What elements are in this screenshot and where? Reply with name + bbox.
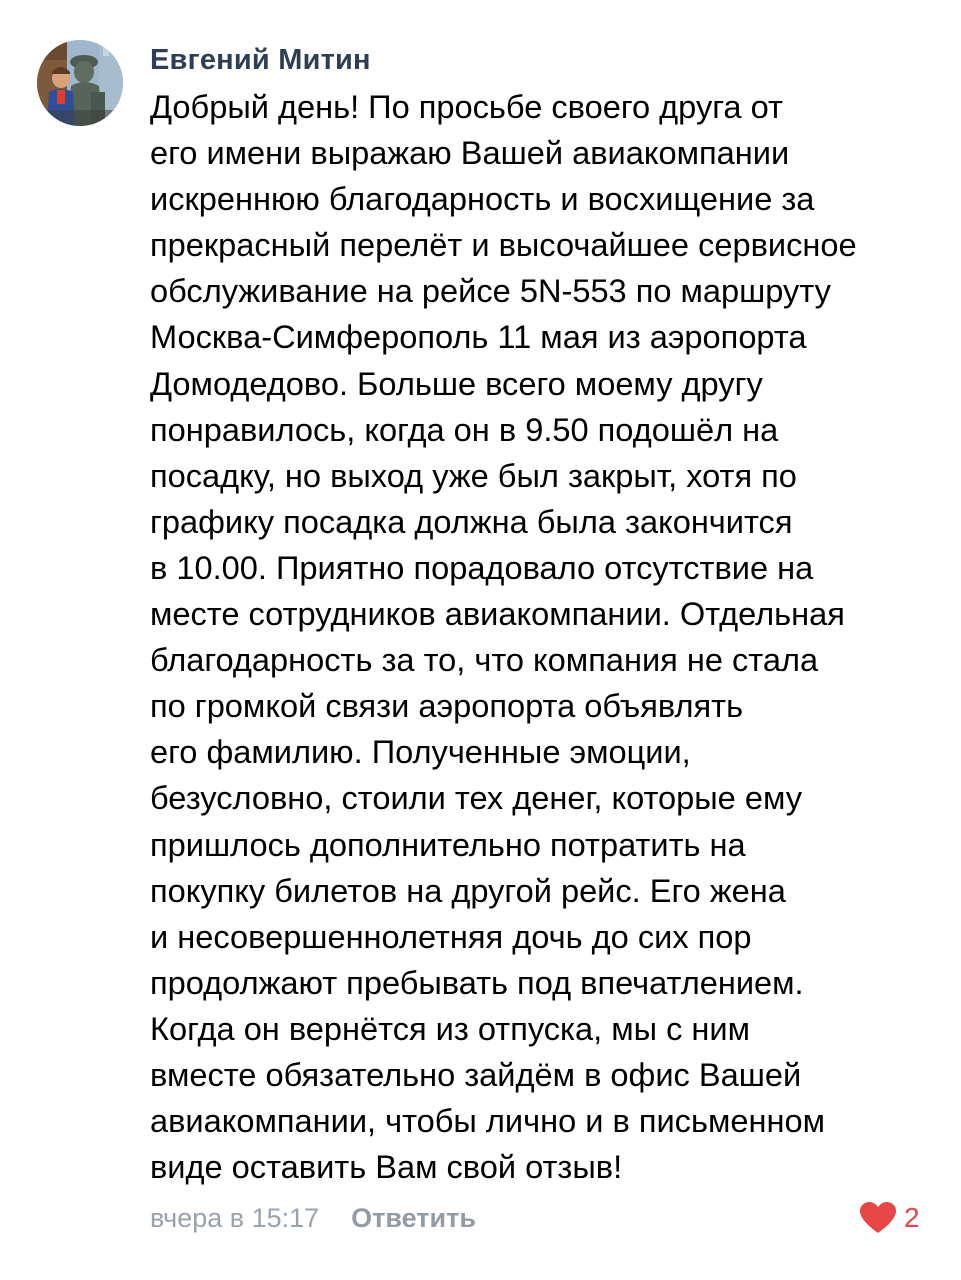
comment-text-line: покупку билетов на другой рейс. Его жена (150, 871, 786, 909)
comment-text-line: безусловно, стоили тех денег, которые ему (150, 779, 803, 817)
comment-text-line: посадку, но выход уже был закрыт, хотя по (150, 456, 797, 494)
comment-text-line: пришлось дополнительно потратить на (150, 825, 746, 863)
avatar-photo (37, 40, 123, 126)
comment-text (150, 84, 950, 1190)
comment-text-line: обслуживание на рейсе 5N-553 по маршруту (150, 272, 831, 310)
comment-timestamp: вчера в 15:17 (150, 1202, 320, 1233)
comment-text-line: по громкой связи аэропорта объявлять (150, 687, 744, 725)
comment-text-line: Когда он вернётся из отпуска, мы с ним (150, 1009, 751, 1047)
comment-text-line: вместе обязательно зайдём в офис Вашей (150, 1055, 802, 1093)
avatar[interactable] (37, 40, 123, 126)
reply-button[interactable]: Ответить (351, 1202, 476, 1233)
comment-text-line: месте сотрудников авиакомпании. Отдельная (150, 595, 845, 633)
comment-text-line: его фамилию. Полученные эмоции, (150, 733, 691, 771)
comment-footer (150, 1198, 476, 1238)
comment-text-line: благодарность за то, что компания не стала (150, 641, 819, 679)
comment-text-line: в 10.00. Приятно порадовало отсутствие на (150, 548, 814, 586)
comment-text-line: понравилось, когда он в 9.50 подошёл на (150, 410, 779, 448)
author-name[interactable]: Евгений Митин (150, 44, 371, 76)
comment-text-line: прекрасный перелёт и высочайшее сервисное (150, 226, 857, 264)
comment-text-line: и несовершеннолетняя дочь до сих пор (150, 917, 752, 955)
like-button[interactable] (860, 1198, 920, 1238)
comment-text-line: графику посадка должна была закончится (150, 502, 793, 540)
comment-text-line: Добрый день! По просьбе своего друга от (150, 88, 783, 125)
like-count: 2 (904, 1202, 920, 1233)
comment-text-line: авиакомпании, чтобы лично и в письменном (150, 1102, 825, 1140)
comment-text-line: виде оставить Вам свой отзыв! (150, 1148, 623, 1186)
comment-text-line: Москва-Симферополь 11 мая из аэропорта (150, 318, 807, 356)
comment-text-line: его имени выражаю Вашей авиакомпании (150, 134, 790, 172)
comment-text-line: продолжают пребывать под впечатлением. (150, 963, 804, 1001)
heart-icon (860, 1202, 896, 1234)
comment-text-line: Домодедово. Больше всего моему другу (150, 364, 763, 402)
comment-text-line: искреннюю благодарность и восхищение за (150, 180, 815, 218)
